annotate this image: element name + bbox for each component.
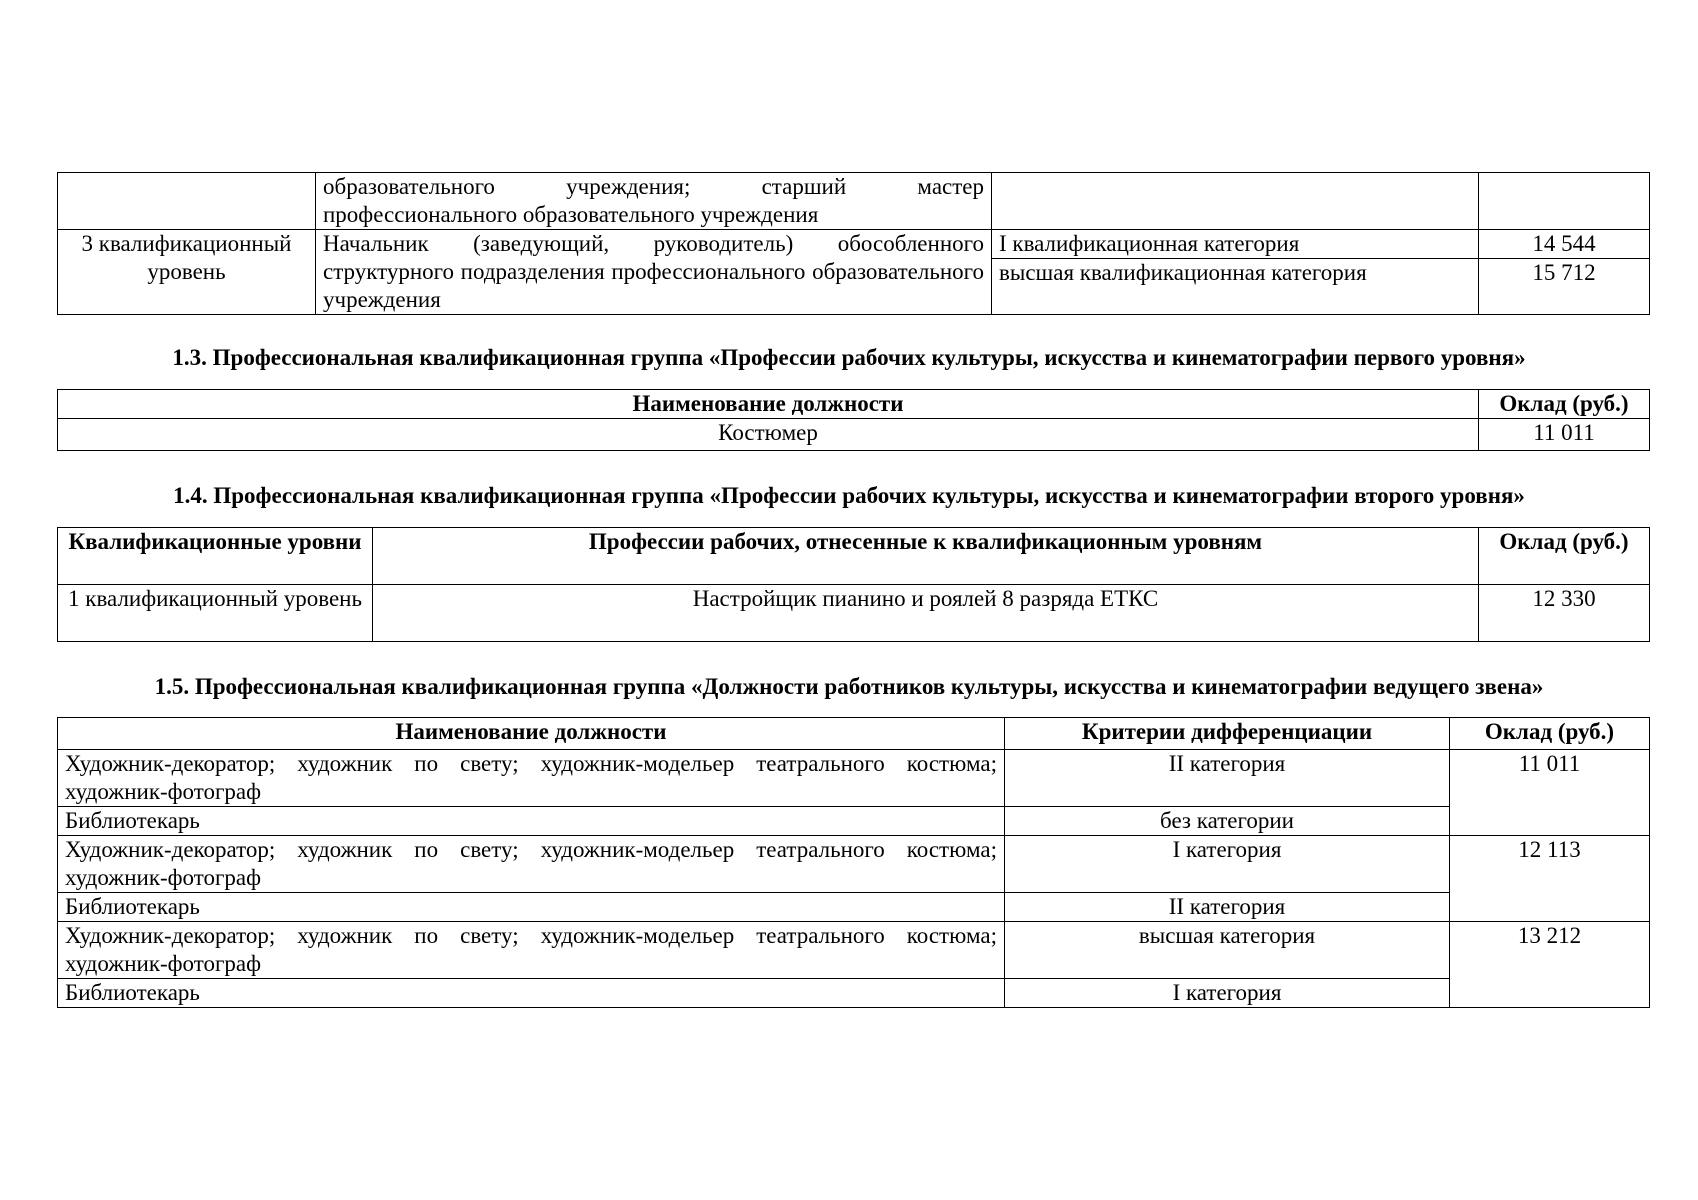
position-cell: Библиотекарь	[58, 893, 1005, 922]
position-cell: Библиотекарь	[58, 807, 1005, 836]
table-header-row	[58, 390, 1650, 419]
table-header-row	[58, 718, 1650, 750]
table-row	[58, 979, 1650, 1008]
level-cell	[58, 173, 316, 230]
table-row	[58, 173, 1650, 230]
salary-cell: 11 011	[1479, 419, 1650, 451]
position-text: образовательного учреждения; старший мастер	[323, 174, 984, 199]
salary-cell: 14 544	[1479, 230, 1650, 259]
salary-cell: 13 212	[1450, 922, 1650, 1008]
table-row	[58, 230, 1650, 259]
table-row	[58, 750, 1650, 807]
position-cell: Художник-декоратор; художник по свету; художник-модельер театрального костюма; художник-фотограф	[58, 750, 1005, 807]
category-cell	[992, 173, 1479, 230]
section-heading: 1.5. Профессиональная квалификационная группа «Должности работников культуры, искусства и кинематографии ведущего звена»	[154, 674, 1544, 699]
position-cell: Библиотекарь	[58, 979, 1005, 1008]
column-header: Профессии рабочих, отнесенные к квалификационным уровням	[373, 528, 1479, 585]
criteria-cell: высшая категория	[1005, 922, 1450, 979]
table-header-row	[58, 528, 1650, 585]
position-cell: Начальник (заведующий, руководитель) обособленного структурного подразделения профессионального образовательного учреждения	[316, 230, 992, 315]
table-row	[58, 585, 1650, 642]
table-row	[58, 836, 1650, 893]
level-cell: 1 квалификационный уровень	[58, 585, 373, 642]
position-cell: Художник-декоратор; художник по свету; художник-модельер театрального костюма; художник-фотограф	[58, 922, 1005, 979]
salary-cell: 12 113	[1450, 836, 1650, 922]
position-text: профессионального образовательного учреждения	[323, 202, 819, 227]
column-header: Наименование должности	[58, 390, 1479, 419]
section-1-3-table	[57, 389, 1650, 451]
column-header: Оклад (руб.)	[1479, 528, 1650, 585]
position-cell: Художник-декоратор; художник по свету; художник-модельер театрального костюма; художник-фотограф	[58, 836, 1005, 893]
criteria-cell: I категория	[1005, 979, 1450, 1008]
column-header: Критерии дифференциации	[1005, 718, 1450, 750]
column-header: Квалификационные уровни	[58, 528, 373, 585]
category-cell: высшая квалификационная категория	[992, 259, 1479, 315]
column-header: Оклад (руб.)	[1479, 390, 1650, 419]
section-heading: 1.3. Профессиональная квалификационная группа «Профессии рабочих культуры, искусства и кинематографии первого уровня»	[172, 345, 1526, 370]
criteria-cell: II категория	[1005, 893, 1450, 922]
salary-cell: 12 330	[1479, 585, 1650, 642]
section-1-5-table	[57, 717, 1650, 1008]
column-header: Наименование должности	[58, 718, 1005, 750]
table-row	[58, 419, 1650, 451]
category-cell: I квалификационная категория	[992, 230, 1479, 259]
salary-cell: 11 011	[1450, 750, 1650, 836]
criteria-cell: I категория	[1005, 836, 1450, 893]
position-cell: Костюмер	[58, 419, 1479, 451]
table-row	[58, 893, 1650, 922]
position-cell	[316, 173, 992, 230]
criteria-cell: II категория	[1005, 750, 1450, 807]
section-1-4-table	[57, 527, 1650, 642]
section-heading: 1.4. Профессиональная квалификационная группа «Профессии рабочих культуры, искусства и кинематографии второго уровня»	[173, 483, 1525, 508]
table-row	[58, 922, 1650, 979]
criteria-cell: без категории	[1005, 807, 1450, 836]
salary-cell	[1479, 173, 1650, 230]
salary-cell: 15 712	[1479, 259, 1650, 315]
table-row	[58, 807, 1650, 836]
qualification-table-continued	[57, 172, 1650, 315]
profession-cell: Настройщик пианино и роялей 8 разряда ЕТКС	[373, 585, 1479, 642]
column-header: Оклад (руб.)	[1450, 718, 1650, 750]
level-cell: 3 квалификационный уровень	[58, 230, 316, 315]
